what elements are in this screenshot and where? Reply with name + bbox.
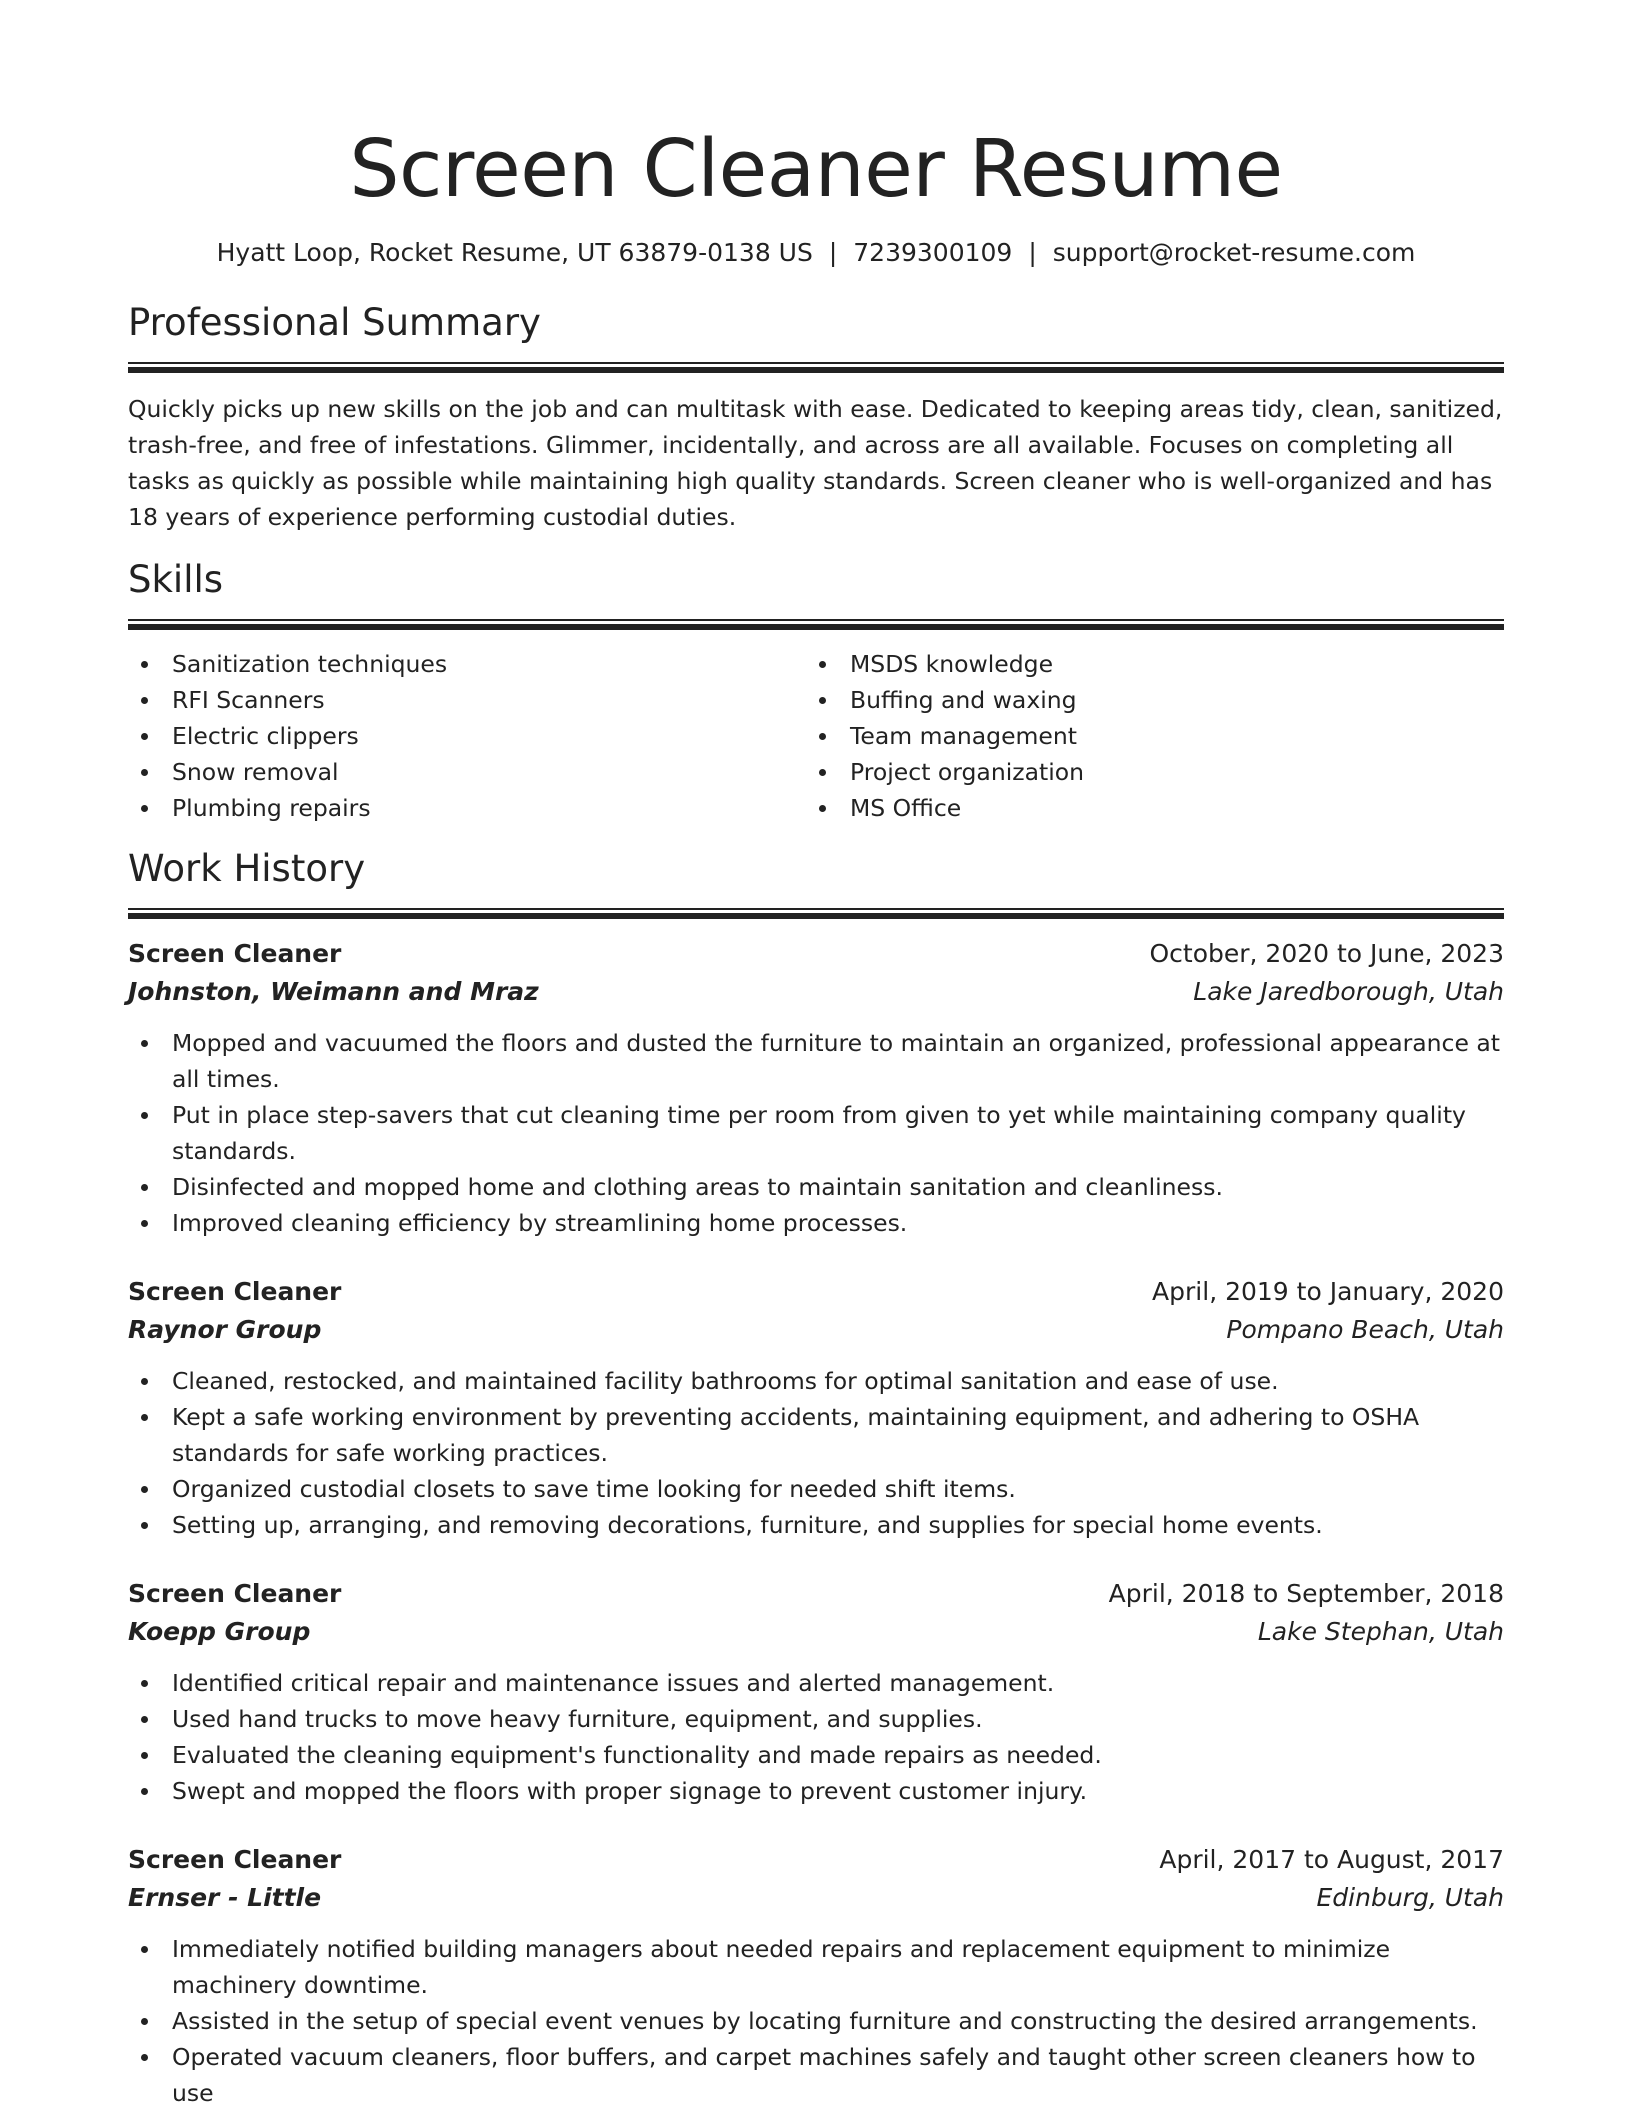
job-header: [128, 1575, 1504, 1613]
work-history-section: [128, 844, 1504, 2111]
job-bullet: Kept a safe working environment by preventing accidents, maintaining equipment, and adhering to OSHA standards for safe working practices.: [128, 1399, 1504, 1471]
skill-item: Plumbing repairs: [128, 790, 806, 826]
job-bullet: Setting up, arranging, and removing decorations, furniture, and supplies for special home events.: [128, 1507, 1504, 1543]
job-title: Screen Cleaner: [128, 1845, 342, 1874]
skill-item: Electric clippers: [128, 718, 806, 754]
job-entry: [128, 1273, 1504, 1543]
job-bullet: Identified critical repair and maintenance issues and alerted management.: [128, 1665, 1504, 1701]
job-location: Edinburg, Utah: [1316, 1883, 1504, 1912]
job-bullets: [128, 1363, 1504, 1543]
job-entry: [128, 1841, 1504, 2111]
skills-right-column: [806, 646, 1484, 826]
skills-section: [128, 555, 1504, 826]
job-bullets: [128, 1025, 1504, 1241]
job-bullet: Put in place step-savers that cut cleaning time per room from given to yet while maintaining company quality standards.: [128, 1097, 1504, 1169]
job-title: Screen Cleaner: [128, 1579, 342, 1608]
contact-line: [128, 236, 1504, 270]
job-header: [128, 935, 1504, 973]
job-location: Lake Stephan, Utah: [1257, 1617, 1504, 1646]
skill-item: Buffing and waxing: [806, 682, 1484, 718]
job-entry: [128, 935, 1504, 1241]
work-history-heading: Work History: [128, 847, 366, 890]
skill-item: Project organization: [806, 754, 1484, 790]
job-bullets: [128, 1931, 1504, 2111]
job-subheader: [128, 973, 1504, 1011]
job-bullet: Mopped and vacuumed the floors and dusted the furniture to maintain an organized, professional appearance at all times.: [128, 1025, 1504, 1097]
job-location: Pompano Beach, Utah: [1226, 1315, 1504, 1344]
job-dates: April, 2017 to August, 2017: [1159, 1845, 1504, 1874]
job-location: Lake Jaredborough, Utah: [1193, 977, 1504, 1006]
job-dates: October, 2020 to June, 2023: [1149, 939, 1504, 968]
job-bullet: Swept and mopped the floors with proper signage to prevent customer injury.: [128, 1773, 1504, 1809]
contact-email[interactable]: support@rocket-resume.com: [1052, 238, 1416, 267]
skill-item: Team management: [806, 718, 1484, 754]
job-title: Screen Cleaner: [128, 939, 342, 968]
job-entry: [128, 1575, 1504, 1809]
job-bullets: [128, 1665, 1504, 1809]
job-company: Raynor Group: [128, 1315, 322, 1344]
job-company: Johnston, Weimann and Mraz: [128, 977, 539, 1006]
job-header: [128, 1841, 1504, 1879]
job-bullet: Assisted in the setup of special event venues by locating furniture and constructing the desired arrangements.: [128, 2003, 1504, 2039]
skill-item: MS Office: [806, 790, 1484, 826]
job-subheader: [128, 1311, 1504, 1349]
summary-section: [128, 298, 1504, 535]
contact-separator: |: [1028, 238, 1037, 267]
skill-item: MSDS knowledge: [806, 646, 1484, 682]
skill-item: Snow removal: [128, 754, 806, 790]
job-bullet: Disinfected and mopped home and clothing areas to maintain sanitation and cleanliness.: [128, 1169, 1504, 1205]
section-divider: [128, 362, 1504, 373]
job-bullet: Evaluated the cleaning equipment's functionality and made repairs as needed.: [128, 1737, 1504, 1773]
skill-item: Sanitization techniques: [128, 646, 806, 682]
job-dates: April, 2019 to January, 2020: [1152, 1277, 1504, 1306]
job-subheader: [128, 1613, 1504, 1651]
job-bullet: Immediately notified building managers about needed repairs and replacement equipment to minimize machinery downtime.: [128, 1931, 1504, 2003]
contact-address: Hyatt Loop, Rocket Resume, UT 63879-0138 US: [216, 238, 813, 267]
job-dates: April, 2018 to September, 2018: [1108, 1579, 1504, 1608]
summary-text: Quickly picks up new skills on the job and can multitask with ease. Dedicated to keeping areas tidy, clean, sanitized, trash-free, and free of infestations. Glimmer, incidentally, and across are all available. Focuses on completing all tasks as quickly as possible while maintaining high quality standards. Screen cleaner who is well-organized and has 18 years of experience performing custodial duties.: [128, 395, 1503, 531]
section-divider: [128, 908, 1504, 919]
resume-page: [128, 0, 1504, 2111]
job-subheader: [128, 1879, 1504, 1917]
job-bullet: Organized custodial closets to save time looking for needed shift items.: [128, 1471, 1504, 1507]
job-company: Ernser - Little: [128, 1883, 322, 1912]
job-bullet: Operated vacuum cleaners, floor buffers, and carpet machines safely and taught other screen cleaners how to use: [128, 2039, 1504, 2111]
job-company: Koepp Group: [128, 1617, 311, 1646]
skills-left-column: [128, 646, 806, 826]
job-bullet: Cleaned, restocked, and maintained facility bathrooms for optimal sanitation and ease of use.: [128, 1363, 1504, 1399]
skills-columns: [128, 646, 1504, 826]
job-title: Screen Cleaner: [128, 1277, 342, 1306]
section-divider: [128, 619, 1504, 630]
summary-heading: Professional Summary: [128, 301, 541, 344]
contact-phone: 7239300109: [853, 238, 1013, 267]
skills-heading: Skills: [128, 558, 224, 601]
job-bullet: Improved cleaning efficiency by streamlining home processes.: [128, 1205, 1504, 1241]
job-bullet: Used hand trucks to move heavy furniture, equipment, and supplies.: [128, 1701, 1504, 1737]
skill-item: RFI Scanners: [128, 682, 806, 718]
job-header: [128, 1273, 1504, 1311]
resume-title: Screen Cleaner Resume: [349, 123, 1283, 215]
contact-separator: |: [828, 238, 838, 267]
